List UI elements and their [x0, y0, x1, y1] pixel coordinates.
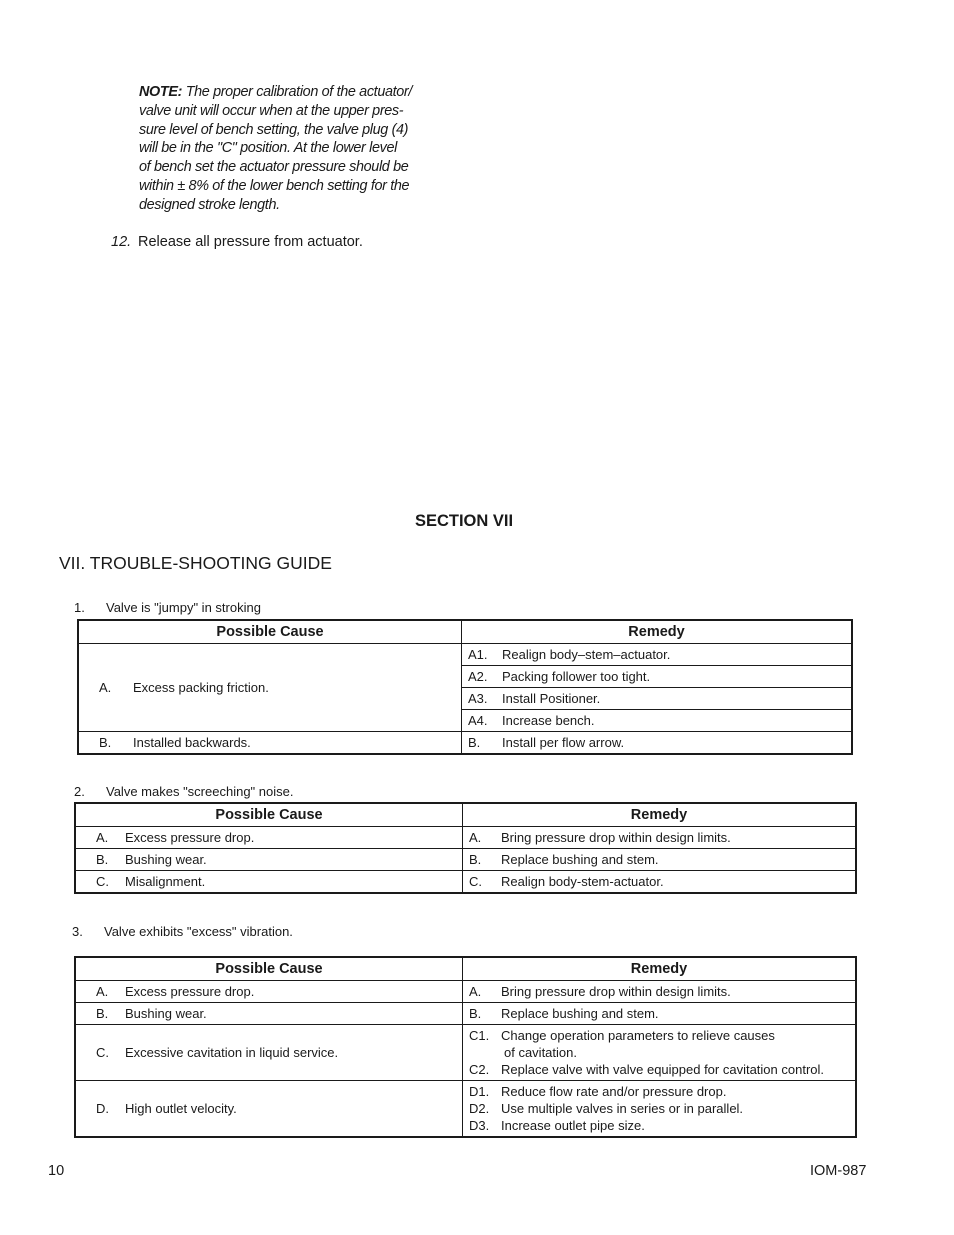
remedy-cell: B. Replace bushing and stem. — [463, 849, 857, 871]
cause-cell: A. Excess pressure drop. — [75, 981, 463, 1003]
calibration-note — [139, 83, 449, 215]
note-line: of bench set the actuator pressure should be — [139, 159, 409, 176]
cause-cell: B. Installed backwards. — [78, 732, 462, 754]
remedy-cell: A4. Increase bench. — [462, 710, 853, 732]
section-title: SECTION VII — [414, 512, 514, 530]
remedy-cell: A2. Packing follower too tight. — [462, 666, 853, 688]
remedy-cell: A3. Install Positioner. — [462, 688, 853, 710]
remedy-cell: B. Install per flow arrow. — [462, 732, 853, 754]
header-possible-cause: Possible Cause — [75, 803, 463, 827]
remedy-cell: D1. Reduce flow rate and/or pressure drop. D2. Use multiple valves in series or in parallel. D3. Increase outlet pipe size. — [463, 1081, 857, 1137]
note-line: sure level of bench setting, the valve plug (4) — [139, 121, 409, 138]
problem-number: 3. — [72, 924, 83, 939]
document-id: IOM-987 — [810, 1163, 867, 1179]
header-remedy: Remedy — [463, 803, 857, 827]
note-line: designed stroke length. — [139, 196, 280, 213]
problem-3-table — [74, 956, 857, 1138]
header-possible-cause: Possible Cause — [75, 957, 463, 981]
remedy-cell: A. Bring pressure drop within design limits. — [463, 981, 857, 1003]
step-number: 12. — [111, 234, 132, 250]
note-line: will be in the "C" position. At the lower level — [139, 140, 397, 157]
note-line: The proper calibration of the actuator/ — [185, 84, 413, 100]
cause-cell: B. Bushing wear. — [75, 1003, 463, 1025]
cause-cell: A. Excess pressure drop. — [75, 827, 463, 849]
remedy-cell: A. Bring pressure drop within design limits. — [463, 827, 857, 849]
guide-title: VII. TROUBLE-SHOOTING GUIDE — [59, 553, 332, 573]
cause-cell: C. Excessive cavitation in liquid service. — [75, 1025, 463, 1081]
header-possible-cause: Possible Cause — [78, 620, 462, 644]
step-text: Release all pressure from actuator. — [138, 234, 363, 250]
problem-2-title — [74, 784, 293, 799]
cause-cell: A. Excess packing friction. — [78, 644, 462, 732]
problem-text: Valve is "jumpy" in stroking — [106, 600, 261, 615]
note-line: valve unit will occur when at the upper pres- — [139, 102, 404, 119]
problem-text: Valve makes "screeching" noise. — [106, 784, 294, 799]
note-line: within ± 8% of the lower bench setting for the — [139, 177, 410, 194]
remedy-cell: A1. Realign body–stem–actuator. — [462, 644, 853, 666]
problem-number: 1. — [74, 600, 85, 615]
problem-1-title — [74, 600, 261, 615]
problem-text: Valve exhibits "excess" vibration. — [104, 924, 293, 939]
problem-number: 2. — [74, 784, 85, 799]
problem-3-title — [72, 924, 293, 939]
remedy-cell: B. Replace bushing and stem. — [463, 1003, 857, 1025]
page-number: 10 — [48, 1163, 65, 1179]
note-label: NOTE: — [139, 84, 183, 100]
cause-cell: B. Bushing wear. — [75, 849, 463, 871]
header-remedy: Remedy — [462, 620, 853, 644]
step-12 — [111, 234, 363, 250]
remedy-cell: C1. Change operation parameters to relieve causes of cavitation. C2. Replace valve with valve equipped for cavitation control. — [463, 1025, 857, 1081]
remedy-cell: C. Realign body-stem-actuator. — [463, 871, 857, 893]
cause-cell: C. Misalignment. — [75, 871, 463, 893]
problem-2-table — [74, 802, 857, 894]
header-remedy: Remedy — [463, 957, 857, 981]
problem-1-table — [77, 619, 853, 755]
cause-cell: D. High outlet velocity. — [75, 1081, 463, 1137]
